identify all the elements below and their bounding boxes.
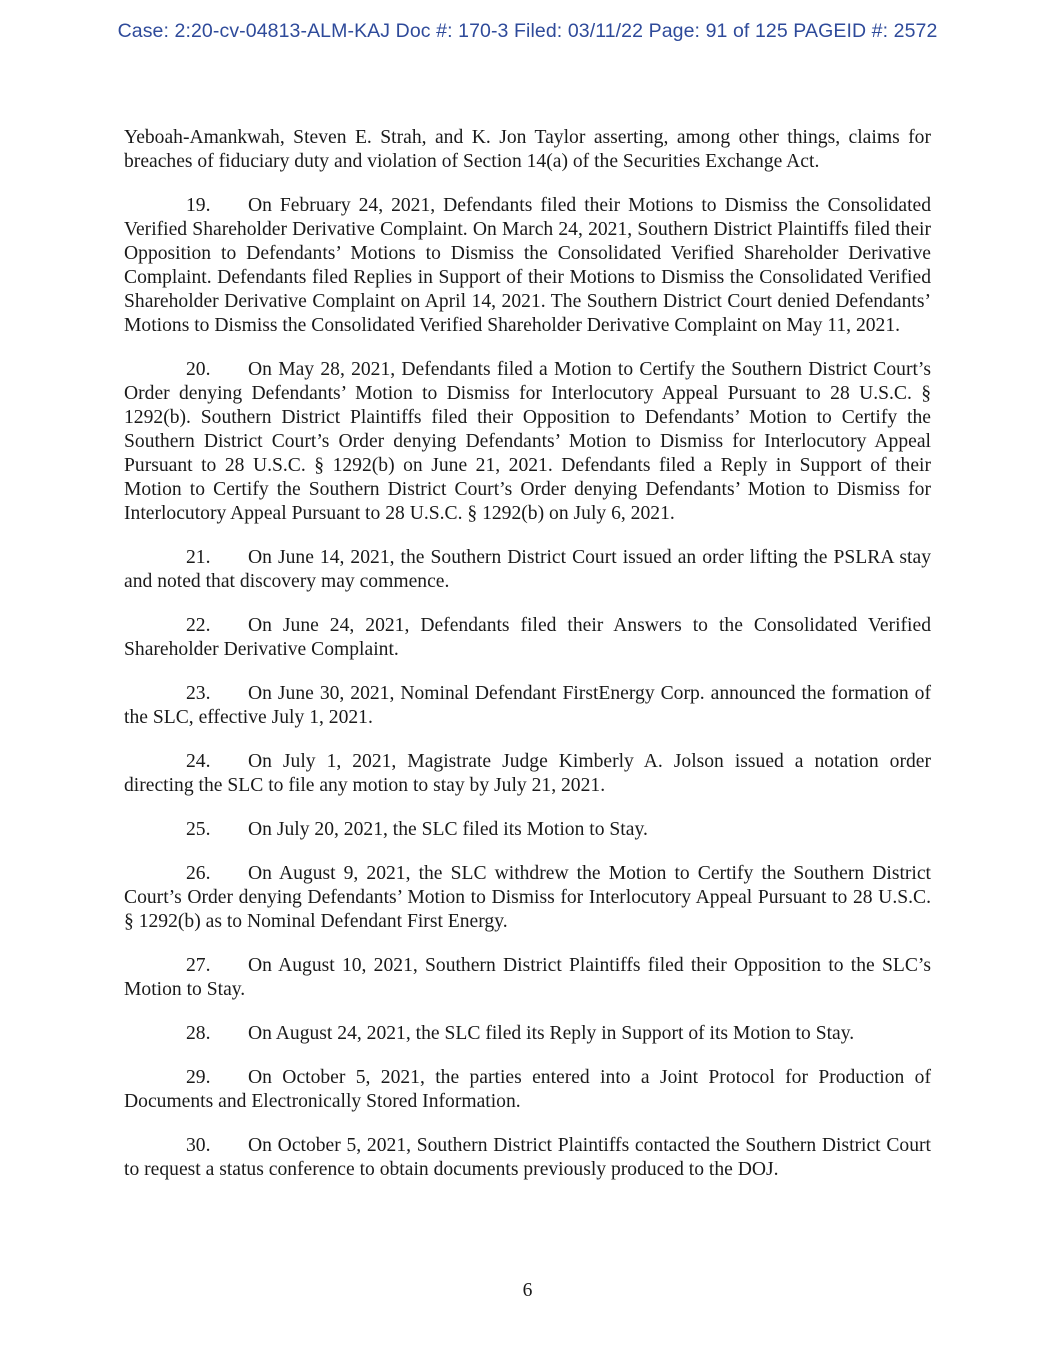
paragraph-number: 30. — [186, 1135, 211, 1156]
paragraph-number: 27. — [186, 955, 211, 976]
paragraph-27 — [124, 954, 931, 1002]
paragraph-number: 20. — [186, 359, 211, 380]
paragraph-text: On February 24, 2021, Defendants filed their Motions to Dismiss the Consolidated Verified Shareholder Derivative Complaint. On March 24, 2021, Southern District Plaintiffs filed their Opposition to Defendants’ Motions to Dismiss the Consolidated Verified Shareholder Derivative Complaint. Defendants filed Replies in Support of their Motions to Dismiss the Consolidated Verified Shareholder Derivative Complaint on April 14, 2021. The Southern District Court denied Defendants’ Motions to Dismiss the Consolidated Verified Shareholder Derivative Complaint on May 11, 2021. — [124, 195, 931, 336]
paragraph-23 — [124, 682, 931, 730]
paragraph-text: On July 1, 2021, Magistrate Judge Kimberly A. Jolson issued a notation order directing the SLC to file any motion to stay by July 21, 2021. — [124, 751, 931, 796]
paragraph-28 — [124, 1022, 931, 1046]
paragraph-number: 26. — [186, 863, 211, 884]
paragraph-text: On August 9, 2021, the SLC withdrew the Motion to Certify the Southern District Court’s Order denying Defendants’ Motion to Dismiss for Interlocutory Appeal Pursuant to 28 U.S.C. § 1292(b) as to Nominal Defendant First Energy. — [124, 863, 931, 932]
paragraph-number: 21. — [186, 547, 211, 568]
paragraph-text: On August 24, 2021, the SLC filed its Reply in Support of its Motion to Stay. — [248, 1023, 855, 1044]
paragraph-number: 28. — [186, 1023, 211, 1044]
paragraph-number: 29. — [186, 1067, 211, 1088]
document-body — [124, 126, 931, 1202]
paragraph-22 — [124, 614, 931, 662]
paragraph-text: On June 24, 2021, Defendants filed their Answers to the Consolidated Verified Shareholder Derivative Complaint. — [124, 615, 931, 660]
paragraph-30 — [124, 1134, 931, 1182]
paragraph-21 — [124, 546, 931, 594]
paragraph-26 — [124, 862, 931, 934]
paragraph-number: 19. — [186, 195, 211, 216]
paragraph-text: On August 10, 2021, Southern District Plaintiffs filed their Opposition to the SLC’s Motion to Stay. — [124, 955, 931, 1000]
paragraph-number: 22. — [186, 615, 211, 636]
paragraph-number: 24. — [186, 751, 211, 772]
paragraph-text: On June 14, 2021, the Southern District Court issued an order lifting the PSLRA stay and noted that discovery may commence. — [124, 547, 931, 592]
paragraph-text: On July 20, 2021, the SLC filed its Motion to Stay. — [248, 819, 648, 840]
paragraph-text: On October 5, 2021, the parties entered into a Joint Protocol for Production of Documents and Electronically Stored Information. — [124, 1067, 931, 1112]
intro-paragraph: Yeboah-Amankwah, Steven E. Strah, and K. Jon Taylor asserting, among other things, claims for breaches of fiduciary duty and violation of Section 14(a) of the Securities Exchange Act. — [124, 127, 931, 172]
paragraph-20 — [124, 358, 931, 526]
paragraph-text: On October 5, 2021, Southern District Plaintiffs contacted the Southern District Court to request a status conference to obtain documents previously produced to the DOJ. — [124, 1135, 931, 1180]
paragraph-19 — [124, 194, 931, 338]
case-filing-header: Case: 2:20-cv-04813-ALM-KAJ Doc #: 170-3 Filed: 03/11/22 Page: 91 of 125 PAGEID #: 2572 — [117, 20, 938, 42]
page-number: 6 — [522, 1280, 533, 1301]
paragraph-number: 23. — [186, 683, 211, 704]
paragraph-text: On June 30, 2021, Nominal Defendant FirstEnergy Corp. announced the formation of the SLC, effective July 1, 2021. — [124, 683, 931, 728]
paragraph-24 — [124, 750, 931, 798]
paragraph-25 — [124, 818, 931, 842]
paragraph-29 — [124, 1066, 931, 1114]
paragraph-number: 25. — [186, 819, 211, 840]
paragraph-text: On May 28, 2021, Defendants filed a Motion to Certify the Southern District Court’s Order denying Defendants’ Motion to Dismiss for Interlocutory Appeal Pursuant to 28 U.S.C. § 1292(b). Southern District Plaintiffs filed their Opposition to Defendants’ Motion to Certify the Southern District Court’s Order denying Defendants’ Motion to Dismiss for Interlocutory Appeal Pursuant to 28 U.S.C. § 1292(b) on June 21, 2021. Defendants filed a Reply in Support of their Motion to Certify the Southern District Court’s Order denying Defendants’ Motion to Dismiss for Interlocutory Appeal Pursuant to 28 U.S.C. § 1292(b) on July 6, 2021. — [124, 359, 931, 524]
